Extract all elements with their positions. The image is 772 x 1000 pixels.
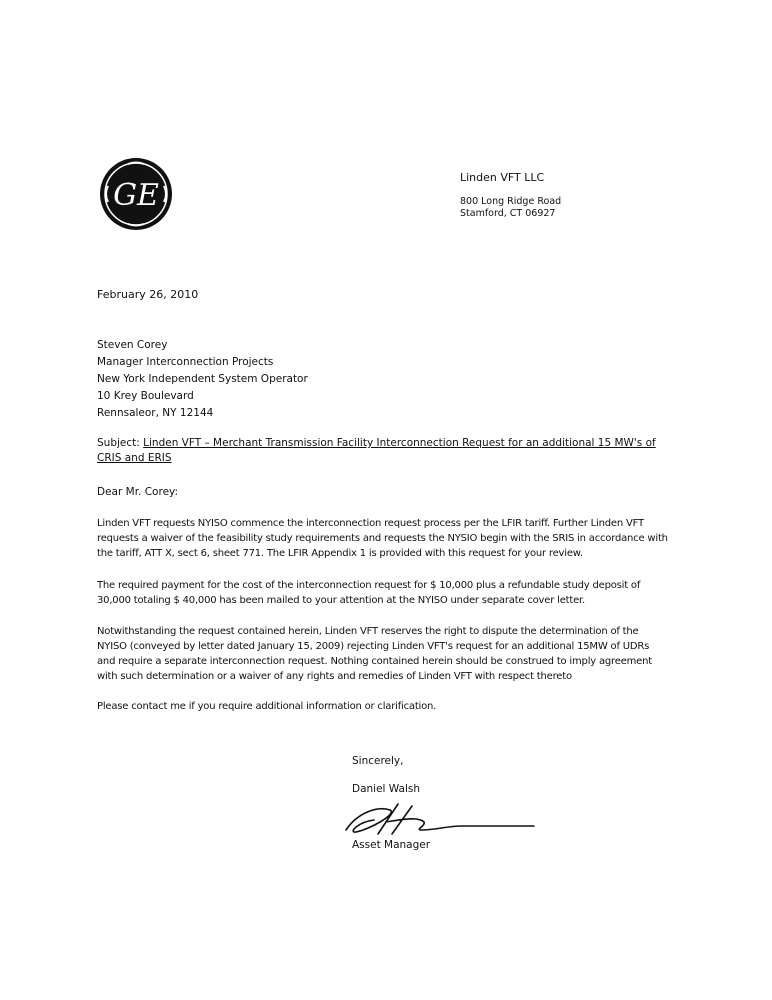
subject-line — [97, 436, 667, 466]
body-paragraph: Linden VFT requests NYISO commence the interconnection request process per the LFIR tariff. Further Linden VFT requests a waiver of the feasibility study requirements and requests the NYSIO begin with the SRIS in accordance with the tariff, ATT X, sect 6, sheet 771. The LFIR Appendix 1 is provided with this request for your review. — [97, 518, 668, 559]
handwritten-signature — [338, 800, 538, 840]
sender-block — [460, 171, 561, 220]
sender-address-line2: Stamford, CT 06927 — [460, 207, 556, 219]
ge-logo-letters: GE — [113, 178, 159, 213]
salutation: Dear Mr. Corey: — [97, 486, 179, 498]
recipient-block — [97, 337, 308, 422]
subject-label: Subject: — [97, 437, 144, 449]
sender-address-line1: 800 Long Ridge Road — [460, 195, 562, 207]
signer-name: Daniel Walsh — [352, 783, 420, 795]
sender-company: Linden VFT LLC — [460, 171, 545, 184]
signer-title: Asset Manager — [352, 839, 431, 851]
closing: Sincerely, — [352, 755, 404, 767]
body-paragraph: Notwithstanding the request contained herein, Linden VFT reserves the right to dispute the determination of the NYISO (conveyed by letter dated January 15, 2009) rejecting Linden VFT's request for an additional 15MW of UDRs and require a separate interconnection request. Nothing contained herein should be construed to imply agreement with such determination or a waiver of any rights and remedies of Linden VFT with respect thereto — [97, 626, 652, 682]
letter-date: February 26, 2010 — [97, 288, 199, 301]
subject-text: Linden VFT – Merchant Transmission Facility Interconnection Request for an additional 15 MW's of CRIS and ERIS — [97, 437, 656, 464]
body-paragraph: Please contact me if you require additional information or clarification. — [97, 701, 437, 712]
recipient-street: 10 Krey Boulevard — [97, 390, 194, 402]
recipient-city: Rennsaleor, NY 12144 — [97, 407, 214, 419]
recipient-name: Steven Corey — [97, 339, 168, 351]
body-paragraph: The required payment for the cost of the interconnection request for $ 10,000 plus a refundable study deposit of 30,000 totaling $ 40,000 has been mailed to your attention at the NYISO under separate cover letter. — [97, 580, 641, 606]
recipient-organization: New York Independent System Operator — [97, 373, 308, 385]
ge-logo — [98, 156, 174, 232]
recipient-title: Manager Interconnection Projects — [97, 356, 274, 368]
